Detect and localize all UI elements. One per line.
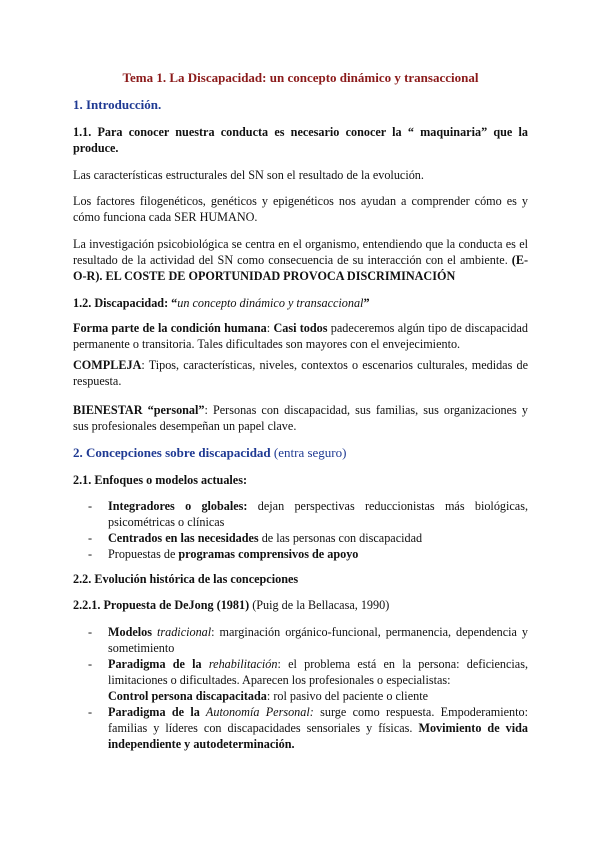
dejong-citation: (Puig de la Bellacasa, 1990) (249, 598, 390, 612)
list-item (88, 546, 528, 562)
sub12-part-c: ” (363, 296, 370, 310)
section-1-heading: 1. Introducción. (73, 97, 162, 112)
sub12-italic: un concepto dinámico y transaccional (177, 296, 364, 310)
condicion-humana-label: Forma parte de la condición humana (73, 321, 267, 335)
subsection-2-2-1-heading (73, 597, 528, 613)
item-bold: Control persona discapacitada (108, 689, 267, 703)
paragraph-compleja (73, 357, 528, 389)
item-bold: Paradigma de la (108, 657, 202, 671)
item-italic: rehabilitación (201, 657, 278, 671)
item-bold: Paradigma de la (108, 705, 200, 719)
item-text: de las personas con discapacidad (258, 531, 423, 545)
list-item-control (88, 688, 528, 704)
investigacion-text: La investigación psicobiológica se centra en el organismo, entendiendo que la conducta es el resultado de la actividad del SN como consecuencia de su interacción con el ambiente. (73, 237, 528, 267)
item-text: dejan perspectivas reduccionistas más biológicas, psicométricas o clínicas (108, 499, 529, 529)
paragraph-investigacion (73, 236, 528, 284)
paragraph-evolucion: Las características estructurales del SN son el resultado de la evolución. (73, 168, 424, 182)
condicion-sep: : (266, 321, 274, 335)
subsection-2-2-heading: 2.2. Evolución histórica de las concepciones (73, 572, 299, 586)
subsection-2-1-heading: 2.1. Enfoques o modelos actuales: (73, 473, 248, 487)
subsection-1-1-heading: 1.1. Para conocer nuestra conducta es necesario conocer la “ maquinaria” que la produce. (73, 125, 528, 155)
document-title: Tema 1. La Discapacidad: un concepto dinámico y transaccional (122, 70, 479, 85)
eor-statement: (E-O-R). EL COSTE DE OPORTUNIDAD PROVOCA DISCRIMINACIÓN (73, 253, 529, 283)
bienestar-text: : Personas con discapacidad, sus familias, sus organizaciones y sus profesionales desempeñan un papel clave. (73, 403, 528, 433)
item-text: : marginación orgánico-funcional, permanencia, dependencia y sometimiento (108, 625, 528, 655)
item-text: : rol pasivo del paciente o cliente (266, 689, 428, 703)
subsection-1-2-heading (73, 295, 528, 311)
sub12-part-a: 1.2. Discapacidad: “ (73, 296, 178, 310)
item-bold: Centrados en las necesidades (108, 531, 259, 545)
item-bold-2: Movimiento de vida independiente y autodeterminación. (108, 721, 528, 751)
list-item-rehabilitacion (88, 656, 528, 688)
casi-todos-label: Casi todos (273, 321, 328, 335)
compleja-label: COMPLEJA (73, 358, 142, 372)
compleja-text: : Tipos, características, niveles, contextos o escenarios culturales, medidas de respuesta. (73, 358, 528, 388)
section-2-title: 2. Concepciones sobre discapacidad (73, 445, 271, 460)
item-bold: Modelos (108, 625, 153, 639)
dejong-label: 2.2.1. Propuesta de DeJong (1981) (73, 598, 250, 612)
section-2-heading (73, 445, 528, 461)
item-bold: Integradores o globales: (108, 499, 248, 513)
paragraph-condicion-humana (73, 320, 528, 352)
condicion-text: padeceremos algún tipo de discapacidad permanente o transitoria. Tales dificultades son mayores con el envejecimiento. (73, 321, 528, 351)
item-text: Propuestas de (108, 547, 179, 561)
item-text: surge como respuesta. Empoderamiento: familias y líderes con discapacidades sensoriales y físicas. (108, 705, 528, 735)
list-item-tradicional (88, 624, 528, 656)
dejong-paradigms-list (88, 624, 528, 752)
item-italic: Autonomía Personal: (199, 705, 314, 719)
item-text: : el problema está en la persona: deficiencias, limitaciones o dificultades. Aparecen los profesionales o especialistas: (108, 657, 528, 687)
list-item-autonomia (88, 704, 528, 752)
paragraph-bienestar (73, 402, 528, 434)
list-item (88, 498, 528, 530)
item-bold: programas comprensivos de apoyo (178, 547, 359, 561)
list-item (88, 530, 528, 546)
section-2-note: (entra seguro) (270, 445, 347, 460)
bienestar-label: BIENESTAR “personal” (73, 403, 205, 417)
modelos-actuales-list (88, 498, 528, 562)
paragraph-factores: Los factores filogenéticos, genéticos y epigenéticos nos ayudan a comprender cómo es y cómo funciona cada SER HUMANO. (73, 194, 528, 224)
item-italic: tradicional (152, 625, 212, 639)
